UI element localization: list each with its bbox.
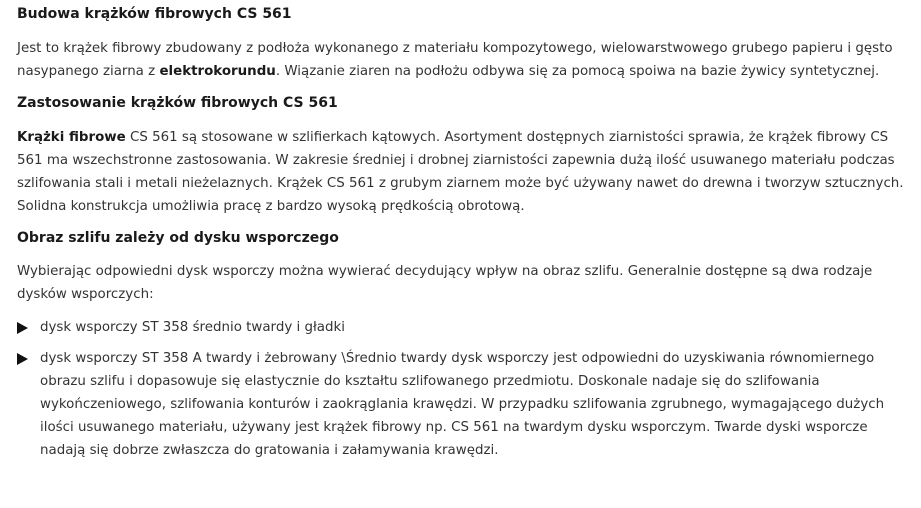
list-item-text: dysk wsporczy ST 358 średnio twardy i gładki: [40, 320, 345, 335]
construction-text: Jest to krążek fibrowy zbudowany z podłoża wykonanego z materiału kompozytowego, wielowarstwowego grubego papieru i gęsto nasypanego ziarna z: [17, 41, 893, 79]
section-heading-construction: Budowa krążków fibrowych CS 561: [17, 6, 292, 22]
construction-paragraph: [17, 37, 907, 83]
construction-text-end: . Wiązanie ziaren na podłożu odbywa się za pomocą spoiwa na bazie żywicy syntetycznej.: [275, 64, 880, 79]
triangle-right-icon: [17, 322, 28, 334]
list-item-text: dysk wsporczy ST 358 A twardy i żebrowany \Średnio twardy dysk wsporczy jest odpowiedni do uzyskiwania równomiernego obrazu szlifu i dopasowuje się elastycznie do kształtu szlifowanego przedmiotu. Doskonale nadaje się do szlifowania wykończeniowego, szlifowania konturów i zaokrąglania krawędzi. W przypadku szlifowania zgrubnego, wymagającego dużych ilości usuwanego materiału, używany jest krążek fibrowy np. CS 561 na twardym dysku wsporczym. Twarde dyski wsporcze nadają się dobrze zwłaszcza do gratowania i załamywania krawędzi.: [40, 351, 885, 458]
section-heading-grinding-pattern: Obraz szlifu zależy od dysku wsporczego: [17, 230, 339, 246]
grinding-pattern-paragraph: Wybierając odpowiedni dysk wsporczy można wywierać decydujący wpływ na obraz szlifu. Generalnie dostępne są dwa rodzaje dysków wsporczych:: [17, 264, 873, 302]
list-item: [17, 316, 907, 339]
application-bold-term: Krążki fibrowe: [17, 130, 126, 145]
application-paragraph: [17, 126, 907, 218]
list-item: [17, 347, 907, 462]
application-text: CS 561 są stosowane w szlifierkach kątowych. Asortyment dostępnych ziarnistości sprawia, że krążek fibrowy CS 561 ma wszechstronne zastosowania. W zakresie średniej i drobnej ziarnistości zapewnia dużą ilość usuwanego materiału podczas szlifowania stali i metali nieżelaznych. Krążek CS 561 z grubym ziarnem może być używany nawet do drewna i tworzyw sztucznych. Solidna konstrukcja umożliwia pracę z bardzo wysoką prędkością obrotową.: [17, 130, 904, 214]
triangle-right-icon: [17, 353, 28, 365]
backing-pad-list: [17, 316, 907, 462]
section-heading-application: Zastosowanie krążków fibrowych CS 561: [17, 95, 338, 111]
construction-bold-term: elektrokorundu: [159, 64, 276, 79]
